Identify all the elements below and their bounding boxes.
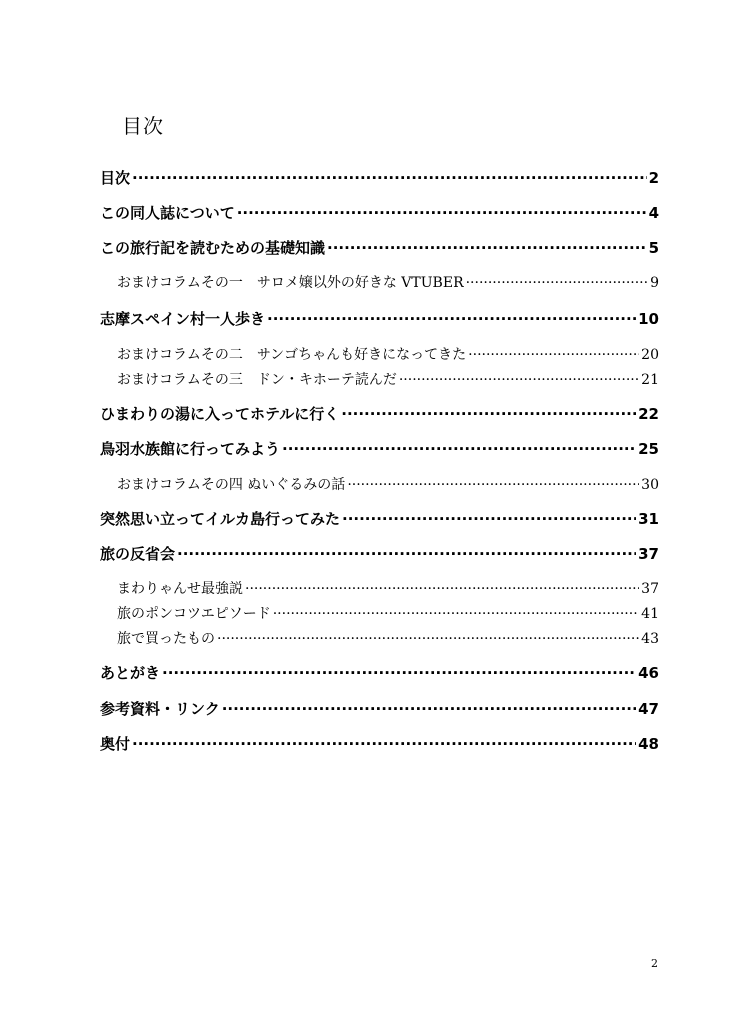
- toc-entry-page: 21: [641, 372, 659, 388]
- toc-subentry[interactable]: [117, 272, 659, 292]
- toc-entry-label: 旅の反省会: [100, 545, 176, 563]
- toc-entry[interactable]: [100, 167, 659, 188]
- toc-entry[interactable]: [100, 698, 659, 719]
- toc-entry-page: 48: [638, 735, 659, 753]
- toc-subentry[interactable]: [117, 628, 659, 648]
- toc-entry-label: 奥付: [100, 735, 131, 753]
- dot-leader: [399, 370, 639, 384]
- toc-entry-page: 2: [648, 169, 659, 187]
- dot-leader: [237, 203, 647, 218]
- toc-entry[interactable]: [100, 237, 659, 258]
- toc-entry-label: この旅行記を読むための基礎知識: [100, 239, 326, 257]
- dot-leader: [327, 238, 647, 253]
- toc-entry-page: 22: [638, 405, 659, 423]
- toc-subentry[interactable]: [117, 344, 659, 364]
- toc-heading: 目次: [122, 114, 164, 138]
- dot-leader: [217, 629, 639, 643]
- dot-leader: [222, 699, 636, 714]
- toc-entry-page: 47: [638, 700, 659, 718]
- toc-entry-label: ひまわりの湯に入ってホテルに行く: [100, 405, 340, 423]
- toc-entry-label: 旅で買ったもの: [117, 631, 215, 647]
- dot-leader: [282, 439, 636, 454]
- dot-leader: [273, 604, 639, 618]
- toc-entry-label: まわりゃんせ最強説: [117, 581, 243, 597]
- toc-entry[interactable]: [100, 308, 659, 329]
- toc-entry[interactable]: [100, 403, 659, 424]
- toc-subentry[interactable]: [117, 603, 659, 623]
- toc-entry-page: 37: [641, 581, 659, 597]
- toc-subentry[interactable]: [117, 474, 659, 494]
- dot-leader: [132, 168, 647, 183]
- dot-leader: [342, 509, 636, 524]
- dot-leader: [267, 309, 636, 324]
- dot-leader: [162, 663, 636, 678]
- toc-entry-label: あとがき: [100, 664, 161, 682]
- toc-entry-label: 目次: [100, 169, 131, 187]
- toc-entry[interactable]: [100, 438, 659, 459]
- toc-subentry[interactable]: [117, 369, 659, 389]
- toc-entry-label: おまけコラムその一 サロメ嬢以外の好きな VTUBER: [117, 275, 464, 291]
- footer-page-number: 2: [651, 957, 658, 970]
- toc-entry-page: 4: [648, 204, 659, 222]
- dot-leader: [245, 579, 639, 593]
- toc-entry-label: 参考資料・リンク: [100, 700, 220, 718]
- toc-entry[interactable]: [100, 733, 659, 754]
- toc-entry[interactable]: [100, 543, 659, 564]
- toc-entry-page: 5: [648, 239, 659, 257]
- toc-entry-page: 9: [650, 275, 659, 291]
- dot-leader: [341, 404, 636, 419]
- toc-entry-page: 31: [638, 510, 659, 528]
- dot-leader: [466, 273, 648, 287]
- toc-entry-label: 鳥羽水族館に行ってみよう: [100, 440, 281, 458]
- toc-entry-page: 25: [638, 440, 659, 458]
- toc-entry-label: 突然思い立ってイルカ島行ってみた: [100, 510, 341, 528]
- toc-entry-page: 10: [638, 310, 659, 328]
- dot-leader: [347, 475, 639, 489]
- toc-entry[interactable]: [100, 508, 659, 529]
- toc-entry-page: 46: [638, 664, 659, 682]
- dot-leader: [468, 345, 639, 359]
- dot-leader: [177, 544, 636, 559]
- toc-entry[interactable]: [100, 202, 659, 223]
- toc-entry-label: おまけコラムその三 ドン・キホーテ読んだ: [117, 372, 397, 388]
- toc-entry-page: 43: [641, 631, 659, 647]
- toc-entry[interactable]: [100, 662, 659, 683]
- dot-leader: [132, 734, 636, 749]
- toc-entry-page: 41: [641, 606, 659, 622]
- toc-entry-label: この同人誌について: [100, 204, 235, 222]
- toc-subentry[interactable]: [117, 578, 659, 598]
- toc-entry-label: 旅のポンコツエピソード: [117, 606, 271, 622]
- toc-entry-page: 20: [641, 347, 659, 363]
- toc-entry-label: 志摩スペイン村一人歩き: [100, 310, 266, 328]
- toc-entry-label: おまけコラムその二 サンゴちゃんも好きになってきた: [117, 347, 467, 363]
- toc-entry-page: 37: [638, 545, 659, 563]
- toc-entry-label: おまけコラムその四 ぬいぐるみの話: [117, 477, 346, 493]
- toc-entry-page: 30: [641, 477, 659, 493]
